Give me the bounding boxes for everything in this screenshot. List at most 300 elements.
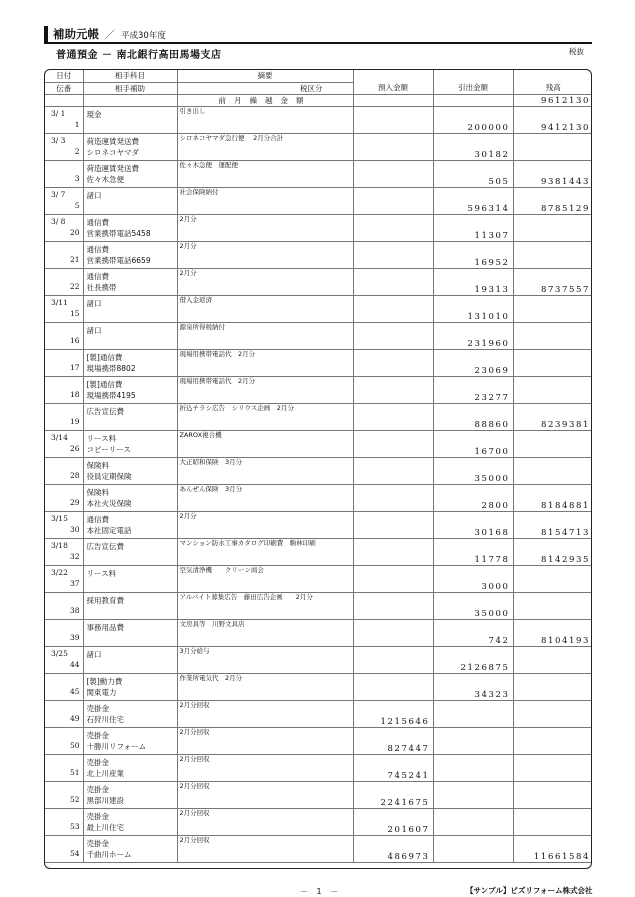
page-title: 補助元帳 bbox=[53, 27, 99, 41]
memo-cell: 空気清浄機 クリーン商会 bbox=[177, 565, 353, 592]
memo-cell: 2月分回収 bbox=[177, 754, 353, 781]
tax-note: 税抜 bbox=[569, 47, 584, 56]
counter-account-cell bbox=[83, 619, 177, 646]
counter-sub-account: 黒部川建設 bbox=[86, 795, 124, 805]
ledger-row bbox=[45, 646, 592, 673]
counter-account-cell bbox=[83, 430, 177, 457]
date-slip-cell bbox=[45, 808, 83, 835]
counter-account-cell bbox=[83, 214, 177, 241]
deposit-amount bbox=[353, 349, 433, 376]
col-deposit-header: 預入金額 bbox=[353, 70, 433, 94]
counter-sub-account: 千曲川ホーム bbox=[86, 849, 132, 859]
slip-number: 54 bbox=[69, 848, 80, 858]
col-counter-account-header: 相手科目 bbox=[83, 70, 177, 82]
deposit-amount bbox=[353, 538, 433, 565]
slip-number: 17 bbox=[69, 362, 80, 372]
deposit-amount bbox=[353, 214, 433, 241]
counter-account: 保険料 bbox=[86, 487, 109, 497]
withdrawal-amount: 34323 bbox=[433, 673, 513, 700]
date-slip-cell bbox=[45, 376, 83, 403]
memo-cell: 2月分 bbox=[177, 241, 353, 268]
counter-account-cell bbox=[83, 835, 177, 862]
carry-date-cell bbox=[45, 94, 83, 106]
memo-cell: シロネコヤマダ急行便 2月分合計 bbox=[177, 133, 353, 160]
entry-date bbox=[45, 458, 83, 471]
counter-account-cell bbox=[83, 673, 177, 700]
counter-account-cell bbox=[83, 700, 177, 727]
memo-cell: 2月分 bbox=[177, 214, 353, 241]
balance-amount bbox=[513, 457, 592, 484]
col-counter-sub-header: 相手補助 bbox=[83, 82, 177, 94]
withdrawal-amount bbox=[433, 781, 513, 808]
balance-amount bbox=[513, 241, 592, 268]
balance-amount bbox=[513, 322, 592, 349]
balance-amount bbox=[513, 673, 592, 700]
ledger-row bbox=[45, 592, 592, 619]
counter-sub-account: 十勝川リフォーム bbox=[86, 741, 147, 751]
entry-date: 3/14 bbox=[51, 432, 68, 442]
counter-account: 事務用品費 bbox=[86, 622, 124, 632]
carry-deposit-cell bbox=[353, 94, 433, 106]
date-slip-cell bbox=[45, 106, 83, 133]
col-memo-header: 摘要 bbox=[177, 70, 353, 82]
slip-number: 1 bbox=[74, 119, 80, 129]
counter-sub-account: 役員定期保険 bbox=[86, 471, 132, 481]
deposit-amount bbox=[353, 295, 433, 322]
memo-cell: あんぜん保険 3月分 bbox=[177, 484, 353, 511]
slip-number: 20 bbox=[69, 227, 80, 237]
deposit-amount: 486973 bbox=[353, 835, 433, 862]
entry-date bbox=[45, 674, 83, 687]
memo-cell: 2月分回収 bbox=[177, 700, 353, 727]
balance-amount bbox=[513, 646, 592, 673]
ledger-row bbox=[45, 727, 592, 754]
counter-account-cell bbox=[83, 268, 177, 295]
balance-amount: 11661584 bbox=[513, 835, 592, 862]
counter-account: 荷造運賃発送費 bbox=[86, 163, 139, 173]
deposit-amount: 827447 bbox=[353, 727, 433, 754]
date-slip-cell bbox=[45, 754, 83, 781]
counter-account: リース料 bbox=[86, 568, 117, 578]
date-slip-cell bbox=[45, 619, 83, 646]
counter-account-cell bbox=[83, 592, 177, 619]
withdrawal-amount: 30182 bbox=[433, 133, 513, 160]
counter-sub-account: 営業携帯電話6659 bbox=[86, 255, 151, 265]
counter-account-cell bbox=[83, 160, 177, 187]
deposit-amount: 201607 bbox=[353, 808, 433, 835]
date-slip-cell bbox=[45, 781, 83, 808]
carry-withdrawal-cell bbox=[433, 94, 513, 106]
withdrawal-amount: 35000 bbox=[433, 457, 513, 484]
date-slip-cell bbox=[45, 673, 83, 700]
counter-account-cell bbox=[83, 133, 177, 160]
balance-amount: 8142935 bbox=[513, 538, 592, 565]
counter-sub-account: シロネコヤマダ bbox=[86, 147, 139, 157]
slip-number: 38 bbox=[69, 605, 80, 615]
slip-number: 39 bbox=[69, 632, 80, 642]
counter-account: [製]通信費 bbox=[86, 352, 123, 362]
balance-amount bbox=[513, 376, 592, 403]
ledger-row bbox=[45, 160, 592, 187]
title-rule bbox=[44, 42, 592, 44]
memo-cell: 借入金返済 bbox=[177, 295, 353, 322]
withdrawal-amount: 23277 bbox=[433, 376, 513, 403]
withdrawal-amount bbox=[433, 700, 513, 727]
ledger-row bbox=[45, 376, 592, 403]
counter-sub-account: 本社固定電話 bbox=[86, 525, 132, 535]
deposit-amount bbox=[353, 484, 433, 511]
balance-amount bbox=[513, 592, 592, 619]
page-number: － 1 － bbox=[300, 887, 342, 896]
entry-date: 3/18 bbox=[51, 540, 68, 550]
withdrawal-amount: 16952 bbox=[433, 241, 513, 268]
entry-date bbox=[45, 323, 83, 336]
slip-number: 32 bbox=[69, 551, 80, 561]
entry-date bbox=[45, 836, 83, 849]
entry-date bbox=[45, 485, 83, 498]
withdrawal-amount: 23069 bbox=[433, 349, 513, 376]
counter-account: 保険料 bbox=[86, 460, 109, 470]
withdrawal-amount: 231960 bbox=[433, 322, 513, 349]
ledger-row bbox=[45, 673, 592, 700]
ledger-row bbox=[45, 565, 592, 592]
withdrawal-amount: 30168 bbox=[433, 511, 513, 538]
counter-sub-account: コピーリース bbox=[86, 444, 131, 454]
deposit-amount bbox=[353, 133, 433, 160]
deposit-amount: 1215646 bbox=[353, 700, 433, 727]
entry-date bbox=[45, 161, 83, 174]
entry-date: 3/15 bbox=[51, 513, 68, 523]
entry-date: 3/22 bbox=[51, 567, 68, 577]
date-slip-cell bbox=[45, 592, 83, 619]
ledger-row bbox=[45, 754, 592, 781]
date-slip-cell bbox=[45, 430, 83, 457]
deposit-amount bbox=[353, 511, 433, 538]
memo-cell: マンション防水工事カタログ印刷費 駒林印刷 bbox=[177, 538, 353, 565]
entry-date: 3/25 bbox=[51, 648, 68, 658]
counter-account: 荷造運賃発送費 bbox=[86, 136, 139, 146]
counter-sub-account: 関東電力 bbox=[86, 687, 117, 697]
counter-account: 売掛金 bbox=[86, 784, 109, 794]
withdrawal-amount: 2800 bbox=[433, 484, 513, 511]
entry-date: 3/11 bbox=[51, 297, 68, 307]
date-slip-cell bbox=[45, 241, 83, 268]
carry-acct-cell bbox=[83, 94, 177, 106]
ledger-row bbox=[45, 781, 592, 808]
entry-date bbox=[45, 404, 83, 417]
counter-account-cell bbox=[83, 241, 177, 268]
ledger-row bbox=[45, 322, 592, 349]
counter-account: 売掛金 bbox=[86, 838, 109, 848]
deposit-amount bbox=[353, 106, 433, 133]
balance-amount bbox=[513, 430, 592, 457]
ledger-row bbox=[45, 457, 592, 484]
entry-date bbox=[45, 782, 83, 795]
balance-amount bbox=[513, 781, 592, 808]
entry-date: 3/ 8 bbox=[51, 216, 66, 226]
withdrawal-amount bbox=[433, 835, 513, 862]
withdrawal-amount: 131010 bbox=[433, 295, 513, 322]
counter-account-cell bbox=[83, 376, 177, 403]
deposit-amount bbox=[353, 592, 433, 619]
balance-amount: 8104193 bbox=[513, 619, 592, 646]
ledger-row bbox=[45, 700, 592, 727]
entry-date bbox=[45, 593, 83, 606]
entry-date: 3/ 7 bbox=[51, 189, 66, 199]
counter-account: 通信費 bbox=[86, 514, 109, 524]
date-slip-cell bbox=[45, 214, 83, 241]
ledger-row bbox=[45, 484, 592, 511]
counter-account-cell bbox=[83, 781, 177, 808]
slip-number: 45 bbox=[69, 686, 80, 696]
memo-cell: 現場用携帯電話代 2月分 bbox=[177, 349, 353, 376]
counter-sub-account: 営業携帯電話5458 bbox=[86, 228, 151, 238]
deposit-amount: 745241 bbox=[353, 754, 433, 781]
entry-date bbox=[45, 809, 83, 822]
withdrawal-amount: 2126875 bbox=[433, 646, 513, 673]
counter-account: 売掛金 bbox=[86, 757, 109, 767]
counter-sub-account: 現場携帯8802 bbox=[86, 363, 136, 373]
ledger-row bbox=[45, 430, 592, 457]
counter-account-cell bbox=[83, 349, 177, 376]
entry-date: 3/ 3 bbox=[51, 135, 66, 145]
ledger-row bbox=[45, 403, 592, 430]
memo-cell: ZAROX複合機 bbox=[177, 430, 353, 457]
memo-cell: 大正昭和保険 3月分 bbox=[177, 457, 353, 484]
entry-date: 3/ 1 bbox=[51, 108, 66, 118]
ledger-row bbox=[45, 241, 592, 268]
slip-number: 16 bbox=[69, 335, 80, 345]
company-name: 【サンプル】ビズリフォーム株式会社 bbox=[466, 886, 593, 895]
balance-amount: 8737557 bbox=[513, 268, 592, 295]
date-slip-cell bbox=[45, 403, 83, 430]
slip-number: 19 bbox=[69, 416, 80, 426]
carry-forward-label: 前月繰越金額 bbox=[177, 94, 353, 106]
counter-account: 採用教育費 bbox=[86, 595, 124, 605]
memo-cell: 文房具等 川野文具店 bbox=[177, 619, 353, 646]
withdrawal-amount: 3000 bbox=[433, 565, 513, 592]
col-withdrawal-header: 引出金額 bbox=[433, 70, 513, 94]
slip-number: 21 bbox=[69, 254, 80, 264]
withdrawal-amount bbox=[433, 727, 513, 754]
counter-account-cell bbox=[83, 565, 177, 592]
date-slip-cell bbox=[45, 538, 83, 565]
counter-account: 広告宣伝費 bbox=[86, 541, 124, 551]
memo-cell: 引き出し bbox=[177, 106, 353, 133]
counter-account: 諸口 bbox=[86, 298, 102, 308]
memo-cell: 2月分回収 bbox=[177, 835, 353, 862]
slip-number: 3 bbox=[74, 173, 80, 183]
col-slip-header: 伝番 bbox=[45, 82, 83, 94]
slip-number: 15 bbox=[69, 308, 80, 318]
ledger-table bbox=[45, 70, 592, 863]
withdrawal-amount: 11307 bbox=[433, 214, 513, 241]
ledger-row bbox=[45, 511, 592, 538]
ledger-row bbox=[45, 619, 592, 646]
slip-number: 49 bbox=[69, 713, 80, 723]
deposit-amount bbox=[353, 376, 433, 403]
deposit-amount bbox=[353, 322, 433, 349]
memo-cell: 社会保険納付 bbox=[177, 187, 353, 214]
memo-cell: アルバイト募集広告 藤田広告企画 2月分 bbox=[177, 592, 353, 619]
deposit-amount bbox=[353, 241, 433, 268]
ledger-row bbox=[45, 538, 592, 565]
counter-sub-account: 最上川住宅 bbox=[86, 822, 124, 832]
counter-account: 諸口 bbox=[86, 649, 102, 659]
counter-account: 通信費 bbox=[86, 217, 109, 227]
date-slip-cell bbox=[45, 511, 83, 538]
memo-cell: 2月分回収 bbox=[177, 808, 353, 835]
deposit-amount bbox=[353, 619, 433, 646]
entry-date bbox=[45, 350, 83, 363]
entry-date bbox=[45, 701, 83, 714]
date-slip-cell bbox=[45, 700, 83, 727]
memo-cell: 作業所電気代 2月分 bbox=[177, 673, 353, 700]
balance-amount bbox=[513, 349, 592, 376]
counter-account-cell bbox=[83, 538, 177, 565]
deposit-amount bbox=[353, 403, 433, 430]
ledger-table-frame bbox=[44, 69, 592, 869]
ledger-row bbox=[45, 835, 592, 862]
entry-date bbox=[45, 755, 83, 768]
withdrawal-amount: 19313 bbox=[433, 268, 513, 295]
counter-account: 広告宣伝費 bbox=[86, 406, 124, 416]
carry-forward-row bbox=[45, 94, 592, 106]
date-slip-cell bbox=[45, 457, 83, 484]
memo-cell: 3月分給与 bbox=[177, 646, 353, 673]
memo-cell: 2月分回収 bbox=[177, 727, 353, 754]
date-slip-cell bbox=[45, 268, 83, 295]
counter-account-cell bbox=[83, 484, 177, 511]
ledger-title-bar bbox=[44, 26, 592, 42]
balance-amount bbox=[513, 295, 592, 322]
memo-cell: 折込チラシ広告 シリウス企画 2月分 bbox=[177, 403, 353, 430]
withdrawal-amount: 200000 bbox=[433, 106, 513, 133]
counter-account: 売掛金 bbox=[86, 703, 109, 713]
ledger-row bbox=[45, 349, 592, 376]
counter-account-cell bbox=[83, 808, 177, 835]
counter-account: [製]通信費 bbox=[86, 379, 123, 389]
counter-account-cell bbox=[83, 727, 177, 754]
memo-cell: 2月分 bbox=[177, 511, 353, 538]
withdrawal-amount: 35000 bbox=[433, 592, 513, 619]
date-slip-cell bbox=[45, 160, 83, 187]
withdrawal-amount bbox=[433, 808, 513, 835]
memo-cell: 現場用携帯電話代 2月分 bbox=[177, 376, 353, 403]
counter-sub-account: 北上川産業 bbox=[86, 768, 124, 778]
balance-amount: 9412130 bbox=[513, 106, 592, 133]
withdrawal-amount: 11778 bbox=[433, 538, 513, 565]
counter-account-cell bbox=[83, 457, 177, 484]
deposit-amount bbox=[353, 268, 433, 295]
counter-account-cell bbox=[83, 646, 177, 673]
date-slip-cell bbox=[45, 484, 83, 511]
date-slip-cell bbox=[45, 133, 83, 160]
withdrawal-amount: 742 bbox=[433, 619, 513, 646]
counter-sub-account: 社長携帯 bbox=[86, 282, 117, 292]
fiscal-year: 平成30年度 bbox=[121, 31, 166, 41]
slip-number: 2 bbox=[74, 146, 80, 156]
date-slip-cell bbox=[45, 727, 83, 754]
memo-cell: 2月分 bbox=[177, 268, 353, 295]
balance-amount: 8239381 bbox=[513, 403, 592, 430]
deposit-amount bbox=[353, 646, 433, 673]
balance-amount bbox=[513, 214, 592, 241]
slip-number: 52 bbox=[69, 794, 80, 804]
date-slip-cell bbox=[45, 187, 83, 214]
slip-number: 22 bbox=[69, 281, 80, 291]
counter-account-cell bbox=[83, 511, 177, 538]
balance-amount: 8154713 bbox=[513, 511, 592, 538]
entry-date bbox=[45, 728, 83, 741]
date-slip-cell bbox=[45, 349, 83, 376]
deposit-amount bbox=[353, 160, 433, 187]
counter-account-cell bbox=[83, 322, 177, 349]
slip-number: 30 bbox=[69, 524, 80, 534]
deposit-amount bbox=[353, 565, 433, 592]
withdrawal-amount: 16700 bbox=[433, 430, 513, 457]
carry-forward-balance: 9612130 bbox=[513, 94, 592, 106]
slip-number: 5 bbox=[74, 200, 80, 210]
counter-account: 売掛金 bbox=[86, 730, 109, 740]
slip-number: 44 bbox=[69, 659, 80, 669]
balance-amount bbox=[513, 700, 592, 727]
ledger-row bbox=[45, 187, 592, 214]
account-name: 普通預金 － 南北銀行高田馬場支店 bbox=[56, 50, 222, 61]
counter-account: リース料 bbox=[86, 433, 117, 443]
ledger-row bbox=[45, 214, 592, 241]
counter-account: 諸口 bbox=[86, 190, 102, 200]
date-slip-cell bbox=[45, 322, 83, 349]
withdrawal-amount: 596314 bbox=[433, 187, 513, 214]
balance-amount bbox=[513, 754, 592, 781]
counter-account-cell bbox=[83, 106, 177, 133]
slip-number: 37 bbox=[69, 578, 80, 588]
counter-account: [製]動力費 bbox=[86, 676, 123, 686]
balance-amount bbox=[513, 808, 592, 835]
col-date-header: 日付 bbox=[45, 70, 83, 82]
counter-account-cell bbox=[83, 295, 177, 322]
col-balance-header: 残高 bbox=[513, 70, 592, 94]
slip-number: 50 bbox=[69, 740, 80, 750]
slip-number: 53 bbox=[69, 821, 80, 831]
deposit-amount bbox=[353, 673, 433, 700]
ledger-body bbox=[45, 94, 592, 862]
withdrawal-amount: 505 bbox=[433, 160, 513, 187]
date-slip-cell bbox=[45, 295, 83, 322]
slip-number: 28 bbox=[69, 470, 80, 480]
deposit-amount: 2241675 bbox=[353, 781, 433, 808]
memo-cell: 2月分回収 bbox=[177, 781, 353, 808]
memo-cell: 佐々木急便 運配便 bbox=[177, 160, 353, 187]
balance-amount bbox=[513, 133, 592, 160]
deposit-amount bbox=[353, 457, 433, 484]
balance-amount: 9381443 bbox=[513, 160, 592, 187]
counter-account: 売掛金 bbox=[86, 811, 109, 821]
counter-account: 諸口 bbox=[86, 325, 102, 335]
entry-date bbox=[45, 242, 83, 255]
memo-cell: 源泉所得税納付 bbox=[177, 322, 353, 349]
ledger-row bbox=[45, 106, 592, 133]
deposit-amount bbox=[353, 430, 433, 457]
counter-sub-account: 本社火災保険 bbox=[86, 498, 132, 508]
counter-sub-account: 石狩川住宅 bbox=[86, 714, 124, 724]
counter-account: 通信費 bbox=[86, 271, 109, 281]
ledger-row bbox=[45, 133, 592, 160]
counter-sub-account: 佐々木急便 bbox=[86, 174, 124, 184]
slip-number: 26 bbox=[69, 443, 80, 453]
slip-number: 51 bbox=[69, 767, 80, 777]
